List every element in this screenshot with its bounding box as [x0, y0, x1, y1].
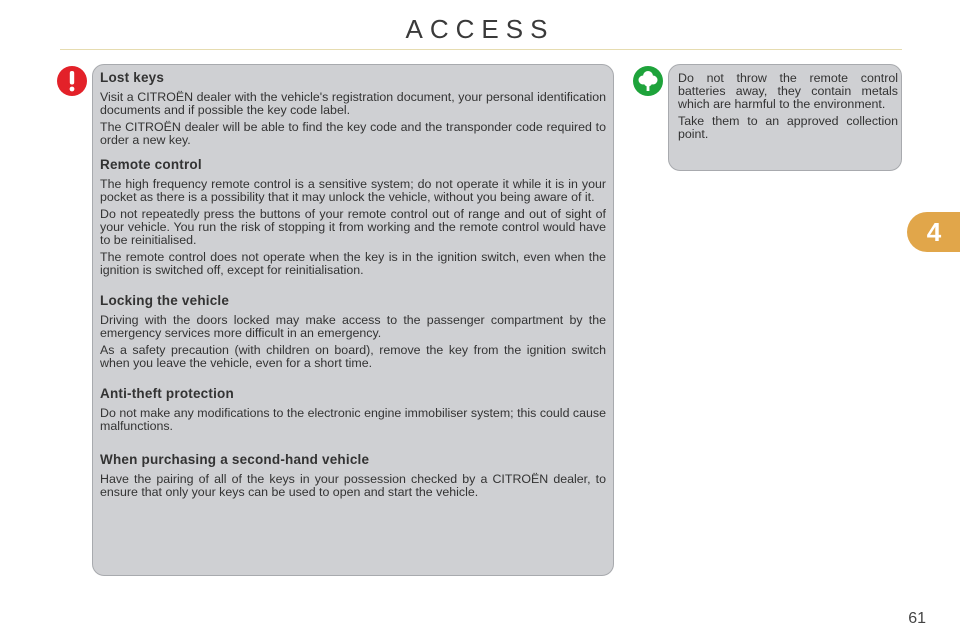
- paragraph: Have the pairing of all of the keys in your possession checked by a CITROËN dealer, to ensure that only your keys can be used to open and start the vehicle.: [100, 472, 606, 499]
- section-heading-locking-vehicle: Locking the vehicle: [100, 293, 230, 308]
- paragraph: As a safety precaution (with children on board), remove the key from the ignition switch when you leave the vehicle, even for a short time.: [100, 343, 606, 370]
- paragraph: The high frequency remote control is a sensitive system; do not operate it while it is in your pocket as there is a possibility that it may unlock the vehicle, without you being aware of it.: [100, 177, 606, 204]
- main-panel-content: [100, 70, 606, 503]
- paragraph: The CITROËN dealer will be able to find the key code and the transponder code required to order a new key.: [100, 120, 606, 147]
- page-number: 61: [908, 610, 926, 627]
- page-title: ACCESS: [405, 14, 555, 44]
- warning-icon: [57, 66, 87, 96]
- section-heading-second-hand: When purchasing a second-hand vehicle: [100, 452, 370, 467]
- side-panel-content: [678, 72, 898, 145]
- title-divider: [60, 49, 902, 50]
- section-heading-remote-control: Remote control: [100, 157, 202, 172]
- section-heading-lost-keys: Lost keys: [100, 70, 165, 85]
- paragraph: Do not make any modifications to the electronic engine immobiliser system; this could cause malfunctions.: [100, 406, 606, 433]
- paragraph: The remote control does not operate when the key is in the ignition switch, even when the ignition is switched off, except for reinitialisation.: [100, 250, 606, 277]
- paragraph: Do not throw the remote control batteries away, they contain metals which are harmful to the environment.: [678, 71, 898, 111]
- section-heading-anti-theft: Anti-theft protection: [100, 386, 234, 401]
- paragraph: Do not repeatedly press the buttons of your remote control out of range and out of sight of your vehicle. You run the risk of stopping it from working and the remote control would have to be reinitialised.: [100, 207, 606, 247]
- chapter-number: 4: [926, 217, 942, 247]
- paragraph: Take them to an approved collection point.: [678, 114, 898, 141]
- paragraph: Driving with the doors locked may make access to the passenger compartment by the emergency services more difficult in an emergency.: [100, 313, 606, 340]
- tree-icon: [633, 66, 663, 96]
- paragraph: Visit a CITROËN dealer with the vehicle's registration document, your personal identification documents and if possible the key code label.: [100, 90, 606, 117]
